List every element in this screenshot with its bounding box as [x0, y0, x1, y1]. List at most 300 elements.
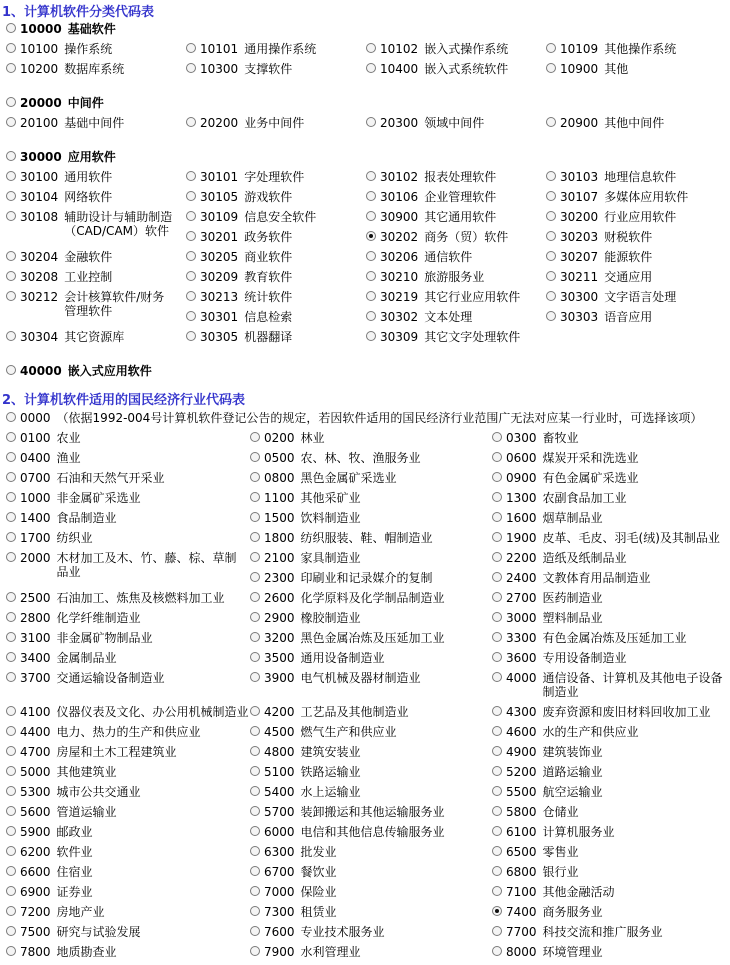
radio-button[interactable]	[546, 211, 556, 221]
radio-button[interactable]	[492, 572, 502, 582]
radio-button[interactable]	[492, 552, 502, 562]
radio-button[interactable]	[546, 117, 556, 127]
radio-button[interactable]	[6, 746, 16, 756]
option-7900[interactable]	[246, 945, 361, 965]
radio-button[interactable]	[6, 432, 16, 442]
option-code: 6600	[20, 865, 51, 879]
radio-button[interactable]	[6, 672, 16, 682]
option-30304[interactable]	[2, 330, 124, 350]
software-row	[0, 170, 730, 190]
radio-button[interactable]	[250, 652, 260, 662]
radio-button[interactable]	[492, 766, 502, 776]
option-30203[interactable]	[542, 230, 652, 250]
radio-button[interactable]	[186, 231, 196, 241]
option-code: 0700	[20, 471, 51, 485]
radio-button[interactable]	[250, 432, 260, 442]
radio-button[interactable]	[186, 311, 196, 321]
radio-button[interactable]	[492, 652, 502, 662]
radio-button[interactable]	[250, 806, 260, 816]
radio-button[interactable]	[250, 886, 260, 896]
option-code: 1700	[20, 531, 51, 545]
radio-button[interactable]	[6, 652, 16, 662]
option-2400[interactable]	[488, 571, 651, 591]
option-4800[interactable]	[246, 745, 361, 765]
radio-button[interactable]	[366, 211, 376, 221]
option-10000[interactable]	[2, 22, 116, 42]
radio-button[interactable]	[6, 43, 16, 53]
option-7800[interactable]	[2, 945, 117, 965]
option-5700[interactable]	[246, 805, 445, 825]
software-row	[0, 96, 730, 116]
option-code: 7700	[506, 925, 537, 939]
radio-button[interactable]	[6, 632, 16, 642]
radio-button[interactable]	[492, 826, 502, 836]
option-30301[interactable]	[182, 310, 292, 330]
option-label: 网络软件	[64, 190, 113, 204]
option-7700[interactable]	[488, 925, 663, 945]
radio-button[interactable]	[6, 612, 16, 622]
option-code: 1900	[506, 531, 537, 545]
radio-button[interactable]	[492, 866, 502, 876]
radio-button[interactable]	[492, 632, 502, 642]
option-4100[interactable]	[2, 705, 249, 725]
option-30107[interactable]	[542, 190, 688, 210]
option-20000[interactable]	[2, 96, 104, 116]
option-6600[interactable]	[2, 865, 93, 885]
radio-button[interactable]	[366, 331, 376, 341]
radio-button[interactable]	[6, 706, 16, 716]
option-label: 软件业	[56, 845, 93, 859]
radio-button[interactable]	[6, 766, 16, 776]
option-30309[interactable]	[362, 330, 520, 350]
option-3900[interactable]	[246, 671, 421, 691]
radio-button[interactable]	[6, 97, 16, 107]
radio-button[interactable]	[546, 311, 556, 321]
radio-button[interactable]	[492, 886, 502, 896]
option-0000[interactable]	[2, 411, 727, 431]
radio-button[interactable]	[250, 946, 260, 956]
radio-button[interactable]	[492, 906, 502, 916]
radio-button[interactable]	[546, 63, 556, 73]
option-3100[interactable]	[2, 631, 153, 651]
radio-button[interactable]	[6, 726, 16, 736]
option-20300[interactable]	[362, 116, 484, 136]
option-2300[interactable]	[246, 571, 433, 591]
option-20900[interactable]	[542, 116, 664, 136]
option-1100[interactable]	[246, 491, 361, 511]
option-30208[interactable]	[2, 270, 112, 290]
option-30101[interactable]	[182, 170, 304, 190]
option-code: 30305	[200, 330, 239, 344]
option-code: 3900	[264, 671, 295, 685]
radio-button[interactable]	[6, 532, 16, 542]
industry-row	[0, 805, 730, 825]
industry-row	[0, 745, 730, 765]
radio-button[interactable]	[492, 786, 502, 796]
option-20100[interactable]	[2, 116, 124, 136]
radio-button[interactable]	[250, 452, 260, 462]
option-30104[interactable]	[2, 190, 112, 210]
radio-button[interactable]	[492, 946, 502, 956]
option-6900[interactable]	[2, 885, 93, 905]
option-3300[interactable]	[488, 631, 687, 651]
option-1900[interactable]	[488, 531, 720, 551]
option-4000[interactable]	[488, 671, 728, 699]
option-0800[interactable]	[246, 471, 397, 491]
option-label: 其它资源库	[64, 330, 125, 344]
option-code: 30207	[560, 250, 599, 264]
radio-button[interactable]	[492, 592, 502, 602]
option-label: 中间件	[67, 96, 104, 110]
radio-button[interactable]	[6, 452, 16, 462]
radio-button[interactable]	[250, 906, 260, 916]
option-code: 30106	[380, 190, 419, 204]
option-10900[interactable]	[542, 62, 628, 82]
option-30103[interactable]	[542, 170, 676, 190]
radio-button[interactable]	[186, 331, 196, 341]
option-3200[interactable]	[246, 631, 445, 651]
radio-button[interactable]	[250, 572, 260, 582]
option-code: 30203	[560, 230, 599, 244]
option-label: 印刷业和记录媒介的复制	[300, 571, 433, 585]
option-code: 7200	[20, 905, 51, 919]
option-code: 1800	[264, 531, 295, 545]
radio-button[interactable]	[492, 672, 502, 682]
radio-button[interactable]	[6, 23, 16, 33]
radio-button[interactable]	[492, 746, 502, 756]
option-4400[interactable]	[2, 725, 201, 745]
option-30109[interactable]	[182, 210, 316, 230]
radio-button[interactable]	[492, 492, 502, 502]
radio-button[interactable]	[250, 632, 260, 642]
option-30213[interactable]	[182, 290, 292, 310]
option-30209[interactable]	[182, 270, 292, 290]
option-30000[interactable]	[2, 150, 116, 170]
radio-button[interactable]	[492, 472, 502, 482]
radio-button[interactable]	[186, 291, 196, 301]
radio-button[interactable]	[366, 63, 376, 73]
option-label: 纺织业	[56, 531, 93, 545]
radio-button[interactable]	[250, 552, 260, 562]
radio-button[interactable]	[366, 191, 376, 201]
option-5400[interactable]	[246, 785, 361, 805]
radio-button[interactable]	[250, 846, 260, 856]
option-6000[interactable]	[246, 825, 445, 845]
option-0600[interactable]	[488, 451, 639, 471]
option-10102[interactable]	[362, 42, 508, 62]
option-30212[interactable]	[2, 290, 174, 318]
option-30105[interactable]	[182, 190, 292, 210]
option-7200[interactable]	[2, 905, 105, 925]
option-7500[interactable]	[2, 925, 141, 945]
radio-button[interactable]	[366, 311, 376, 321]
option-30303[interactable]	[542, 310, 652, 330]
radio-button[interactable]	[6, 846, 16, 856]
option-5300[interactable]	[2, 785, 141, 805]
option-code: 4100	[20, 705, 51, 719]
radio-button[interactable]	[6, 271, 16, 281]
option-0700[interactable]	[2, 471, 165, 491]
option-1600[interactable]	[488, 511, 603, 531]
option-5900[interactable]	[2, 825, 93, 845]
option-7400[interactable]	[488, 905, 603, 925]
radio-button[interactable]	[6, 331, 16, 341]
option-40000[interactable]	[2, 364, 152, 384]
radio-button[interactable]	[250, 926, 260, 936]
radio-button[interactable]	[366, 43, 376, 53]
option-7100[interactable]	[488, 885, 615, 905]
option-0900[interactable]	[488, 471, 639, 491]
option-6500[interactable]	[488, 845, 579, 865]
radio-button[interactable]	[6, 472, 16, 482]
option-30211[interactable]	[542, 270, 652, 290]
option-30201[interactable]	[182, 230, 292, 250]
option-7600[interactable]	[246, 925, 385, 945]
option-0200[interactable]	[246, 431, 325, 451]
option-2900[interactable]	[246, 611, 361, 631]
radio-button[interactable]	[6, 906, 16, 916]
radio-button[interactable]	[6, 886, 16, 896]
option-8000[interactable]	[488, 945, 603, 965]
option-1400[interactable]	[2, 511, 117, 531]
radio-button[interactable]	[492, 532, 502, 542]
radio-button[interactable]	[492, 846, 502, 856]
option-1000[interactable]	[2, 491, 141, 511]
option-label: 通信软件	[424, 250, 473, 264]
radio-button[interactable]	[492, 926, 502, 936]
option-code: 0400	[20, 451, 51, 465]
option-10101[interactable]	[182, 42, 316, 62]
radio-button[interactable]	[6, 412, 16, 422]
radio-button[interactable]	[6, 365, 16, 375]
option-3000[interactable]	[488, 611, 603, 631]
option-code: 1600	[506, 511, 537, 525]
option-30900[interactable]	[362, 210, 496, 230]
radio-button[interactable]	[250, 592, 260, 602]
option-2100[interactable]	[246, 551, 361, 571]
option-1300[interactable]	[488, 491, 627, 511]
radio-button[interactable]	[186, 171, 196, 181]
option-0500[interactable]	[246, 451, 421, 471]
radio-button[interactable]	[546, 191, 556, 201]
radio-button[interactable]	[250, 826, 260, 836]
option-code: 1300	[506, 491, 537, 505]
radio-button[interactable]	[186, 191, 196, 201]
radio-button[interactable]	[186, 211, 196, 221]
option-5600[interactable]	[2, 805, 117, 825]
software-row	[0, 42, 730, 62]
option-label: 基础软件	[67, 22, 116, 36]
industry-section-title: 2、计算机软件适用的国民经济行业代码表	[2, 393, 246, 408]
radio-button[interactable]	[6, 552, 16, 562]
option-4300[interactable]	[488, 705, 711, 725]
option-5100[interactable]	[246, 765, 361, 785]
option-4500[interactable]	[246, 725, 397, 745]
option-5800[interactable]	[488, 805, 579, 825]
option-30204[interactable]	[2, 250, 112, 270]
option-1700[interactable]	[2, 531, 93, 551]
radio-button[interactable]	[492, 706, 502, 716]
radio-button[interactable]	[6, 592, 16, 602]
radio-button[interactable]	[250, 766, 260, 776]
option-0100[interactable]	[2, 431, 81, 451]
radio-button[interactable]	[6, 866, 16, 876]
option-5500[interactable]	[488, 785, 603, 805]
option-10400[interactable]	[362, 62, 508, 82]
option-2800[interactable]	[2, 611, 141, 631]
radio-button[interactable]	[6, 806, 16, 816]
radio-button[interactable]	[546, 251, 556, 261]
option-code: 2900	[264, 611, 295, 625]
option-6200[interactable]	[2, 845, 93, 865]
option-code: 30100	[20, 170, 59, 184]
radio-button[interactable]	[250, 492, 260, 502]
option-30106[interactable]	[362, 190, 496, 210]
option-2700[interactable]	[488, 591, 603, 611]
option-6300[interactable]	[246, 845, 337, 865]
option-3400[interactable]	[2, 651, 117, 671]
option-5000[interactable]	[2, 765, 117, 785]
option-4600[interactable]	[488, 725, 639, 745]
option-20200[interactable]	[182, 116, 304, 136]
option-30206[interactable]	[362, 250, 472, 270]
radio-button[interactable]	[186, 63, 196, 73]
radio-button[interactable]	[6, 512, 16, 522]
option-30102[interactable]	[362, 170, 496, 190]
radio-button[interactable]	[6, 946, 16, 956]
radio-button[interactable]	[6, 211, 16, 221]
option-label: 通信设备、计算机及其他电子设备制造业	[542, 671, 723, 699]
option-6700[interactable]	[246, 865, 337, 885]
option-10109[interactable]	[542, 42, 676, 62]
radio-button[interactable]	[250, 672, 260, 682]
option-2200[interactable]	[488, 551, 627, 571]
option-label: 其他建筑业	[56, 765, 117, 779]
radio-button[interactable]	[492, 512, 502, 522]
radio-button[interactable]	[546, 171, 556, 181]
option-3600[interactable]	[488, 651, 627, 671]
radio-button[interactable]	[6, 171, 16, 181]
option-5200[interactable]	[488, 765, 603, 785]
option-label: 文字语言处理	[604, 290, 677, 304]
option-2600[interactable]	[246, 591, 445, 611]
option-0300[interactable]	[488, 431, 579, 451]
radio-button[interactable]	[6, 291, 16, 301]
option-30200[interactable]	[542, 210, 676, 230]
radio-button[interactable]	[186, 43, 196, 53]
radio-button[interactable]	[492, 806, 502, 816]
radio-button[interactable]	[492, 726, 502, 736]
option-code: 1000	[20, 491, 51, 505]
option-code: 30211	[560, 270, 599, 284]
option-3500[interactable]	[246, 651, 385, 671]
radio-button[interactable]	[492, 432, 502, 442]
radio-button[interactable]	[366, 117, 376, 127]
option-10300[interactable]	[182, 62, 292, 82]
option-30210[interactable]	[362, 270, 484, 290]
radio-button[interactable]	[492, 612, 502, 622]
option-30100[interactable]	[2, 170, 112, 190]
radio-button[interactable]	[250, 706, 260, 716]
option-4900[interactable]	[488, 745, 603, 765]
radio-button[interactable]	[250, 532, 260, 542]
radio-button[interactable]	[6, 151, 16, 161]
option-1800[interactable]	[246, 531, 433, 551]
option-label: 辅助设计与辅助制造（CAD/CAM）软件	[64, 210, 173, 238]
radio-button[interactable]	[6, 926, 16, 936]
option-0400[interactable]	[2, 451, 81, 471]
option-label: 电气机械及器材制造业	[300, 671, 421, 685]
option-2500[interactable]	[2, 591, 225, 611]
radio-button[interactable]	[250, 512, 260, 522]
option-30302[interactable]	[362, 310, 472, 330]
radio-button[interactable]	[6, 191, 16, 201]
radio-button[interactable]	[546, 291, 556, 301]
radio-button[interactable]	[546, 271, 556, 281]
radio-button[interactable]	[186, 117, 196, 127]
option-7300[interactable]	[246, 905, 337, 925]
option-30219[interactable]	[362, 290, 520, 310]
option-6100[interactable]	[488, 825, 615, 845]
radio-button[interactable]	[6, 63, 16, 73]
radio-button[interactable]	[250, 612, 260, 622]
option-30207[interactable]	[542, 250, 652, 270]
option-label: 其他	[604, 62, 629, 76]
option-30202[interactable]	[362, 230, 508, 250]
option-1500[interactable]	[246, 511, 361, 531]
option-30305[interactable]	[182, 330, 292, 350]
option-10100[interactable]	[2, 42, 112, 62]
radio-button[interactable]	[250, 786, 260, 796]
option-30108[interactable]	[2, 210, 174, 238]
radio-button[interactable]	[6, 492, 16, 502]
radio-button[interactable]	[250, 746, 260, 756]
radio-button[interactable]	[366, 231, 376, 241]
radio-button[interactable]	[250, 472, 260, 482]
option-4200[interactable]	[246, 705, 409, 725]
option-10200[interactable]	[2, 62, 124, 82]
option-label: （依据1992-004号计算机软件登记公告的规定，若因软件适用的国民经济行业范围广无法对应某一行业时，可选择该项）	[56, 411, 703, 425]
option-4700[interactable]	[2, 745, 177, 765]
option-6800[interactable]	[488, 865, 579, 885]
radio-button[interactable]	[366, 291, 376, 301]
radio-button[interactable]	[546, 231, 556, 241]
option-3700[interactable]	[2, 671, 165, 691]
radio-button[interactable]	[366, 271, 376, 281]
radio-button[interactable]	[492, 452, 502, 462]
option-30205[interactable]	[182, 250, 292, 270]
radio-button[interactable]	[250, 726, 260, 736]
option-code: 5900	[20, 825, 51, 839]
option-label: 其他采矿业	[300, 491, 361, 505]
option-2000[interactable]	[2, 551, 244, 579]
option-label: 城市公共交通业	[56, 785, 141, 799]
radio-button[interactable]	[6, 826, 16, 836]
radio-button[interactable]	[250, 866, 260, 876]
radio-button[interactable]	[6, 251, 16, 261]
radio-button[interactable]	[6, 117, 16, 127]
software-row	[0, 116, 730, 136]
option-7000[interactable]	[246, 885, 337, 905]
radio-button[interactable]	[366, 251, 376, 261]
radio-button[interactable]	[546, 43, 556, 53]
radio-button[interactable]	[186, 251, 196, 261]
option-30300[interactable]	[542, 290, 676, 310]
radio-button[interactable]	[366, 171, 376, 181]
radio-button[interactable]	[186, 271, 196, 281]
radio-button[interactable]	[6, 786, 16, 796]
option-label: 其他操作系统	[604, 42, 677, 56]
